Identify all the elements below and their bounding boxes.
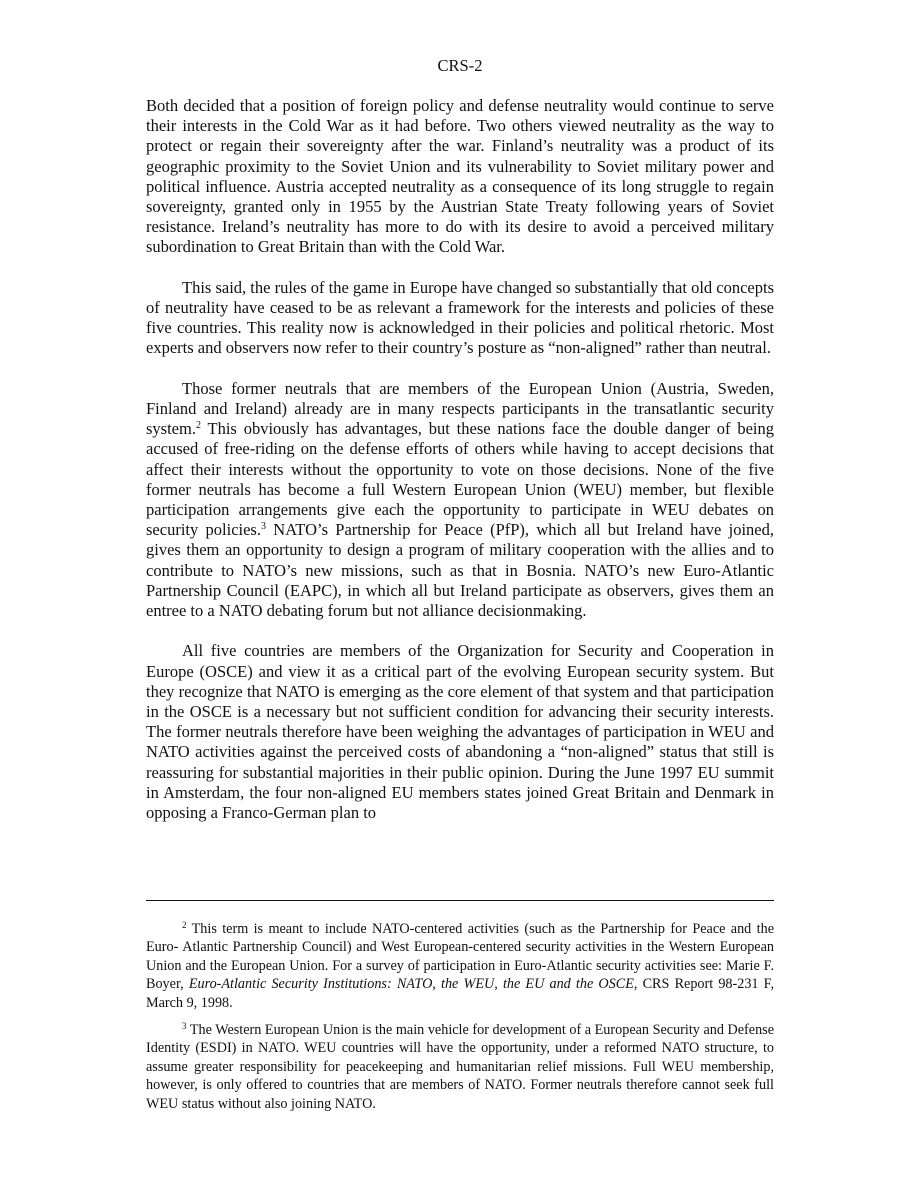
footnote-2 (146, 920, 774, 1012)
footnote-3-text: The Western European Union is the main vehicle for development of a European Security and Defense Identity (ESDI) in NATO. WEU countries will have the opportunity, under a reformed NATO structure, to assume greater responsibility for peacekeeping and humanitarian relief missions. Full WEU membership, however, is only offered to countries that are members of NATO. Former neutrals therefore cannot seek full WEU status without also joining NATO. (146, 1022, 774, 1112)
footnote-3-marker: 3 (182, 1021, 187, 1032)
paragraph-3-part-b: This obviously has advantages, but these nations face the double danger of being accused of free-riding on the defense efforts of others while having to accept decisions that affect their interests without the opportunity to vote on those decisions. None of the five former neutrals has become a full Western European Union (WEU) member, but flexible participation arrangements give each the opportunity to participate in WEU debates on security policies. (146, 419, 774, 540)
footnotes-section (146, 920, 774, 1122)
footnote-2-text-b: , CRS Report 98-231 F, March 9, 1998. (146, 976, 774, 1011)
paragraph-3-part-a: Those former neutrals that are members of the European Union (Austria, Sweden, Finland and Ireland) already are in many respects participants in the transatlantic security system. (146, 378, 774, 439)
footnote-ref-3[interactable]: 3 (260, 521, 266, 533)
footnote-3 (146, 1021, 774, 1113)
paragraph-2: This said, the rules of the game in Europe have changed so substantially that old concepts of neutrality have ceased to be as relevant a framework for the interests and policies of these five countries. This reality now is acknowledged in their policies and political rhetoric. Most experts and observers now refer to their country’s posture as “non-aligned” rather than neutral. (146, 277, 775, 358)
footnote-2-text-a: This term is meant to include NATO-centered activities (such as the Partnership for Peace and the Euro- Atlantic Partnership Council) and West European-centered security activities in the Western European Union and the European Union. For a survey of participation in Euro-Atlantic security activities see: Marie F. Boyer, (146, 921, 774, 993)
footnote-divider (146, 900, 774, 901)
footnote-2-marker: 2 (182, 920, 187, 930)
paragraph-3-part-c: NATO’s Partnership for Peace (PfP), which all but Ireland have joined, gives them an opportunity to design a program of military cooperation with the allies and to contribute to NATO’s new missions, such as that in Bosnia. NATO’s new Euro-Atlantic Partnership Council (EAPC), in which all but Ireland participate as observers, gives them an entree to a NATO debating forum but not alliance decisionmaking. (146, 520, 774, 621)
paragraph-4: All five countries are members of the Organization for Security and Cooperation in Europe (OSCE) and view it as a critical part of the evolving European security system. But they recognize that NATO is emerging as the core element of that system and that participation in the OSCE is a necessary but not sufficient condition for advancing their security interests. The former neutrals therefore have been weighing the advantages of participation in WEU and NATO activities against the perceived costs of abandoning a “non-aligned” status that still is reassuring for substantial majorities in their public opinion. During the June 1997 EU summit in Amsterdam, the four non-aligned EU members states joined Great Britain and Denmark in opposing a Franco-German plan to (146, 641, 774, 823)
paragraph-3 (146, 379, 774, 621)
footnote-2-cited-title: Euro-Atlantic Security Institutions: NATO, the WEU, the EU and the OSCE (188, 976, 634, 993)
paragraph-1: Both decided that a position of foreign policy and defense neutrality would continue to serve their interests in the Cold War as it had before. Two others viewed neutrality as the way to protect or regain their sovereignty after the war. Finland’s neutrality was a product of its geographic proximity to the Soviet Union and its vulnerability to Soviet military power and political influence. Austria accepted neutrality as a consequence of its long struggle to regain sovereignty, granted only in 1955 by the Austrian State Treaty following years of Soviet resistance. Ireland’s neutrality has more to do with its desire to avoid a perceived military subordination to Great Britain than with the Cold War. (146, 96, 774, 257)
body-text (146, 96, 774, 843)
page-number-header: CRS-2 (437, 56, 483, 75)
footnote-ref-2[interactable]: 2 (195, 420, 201, 432)
